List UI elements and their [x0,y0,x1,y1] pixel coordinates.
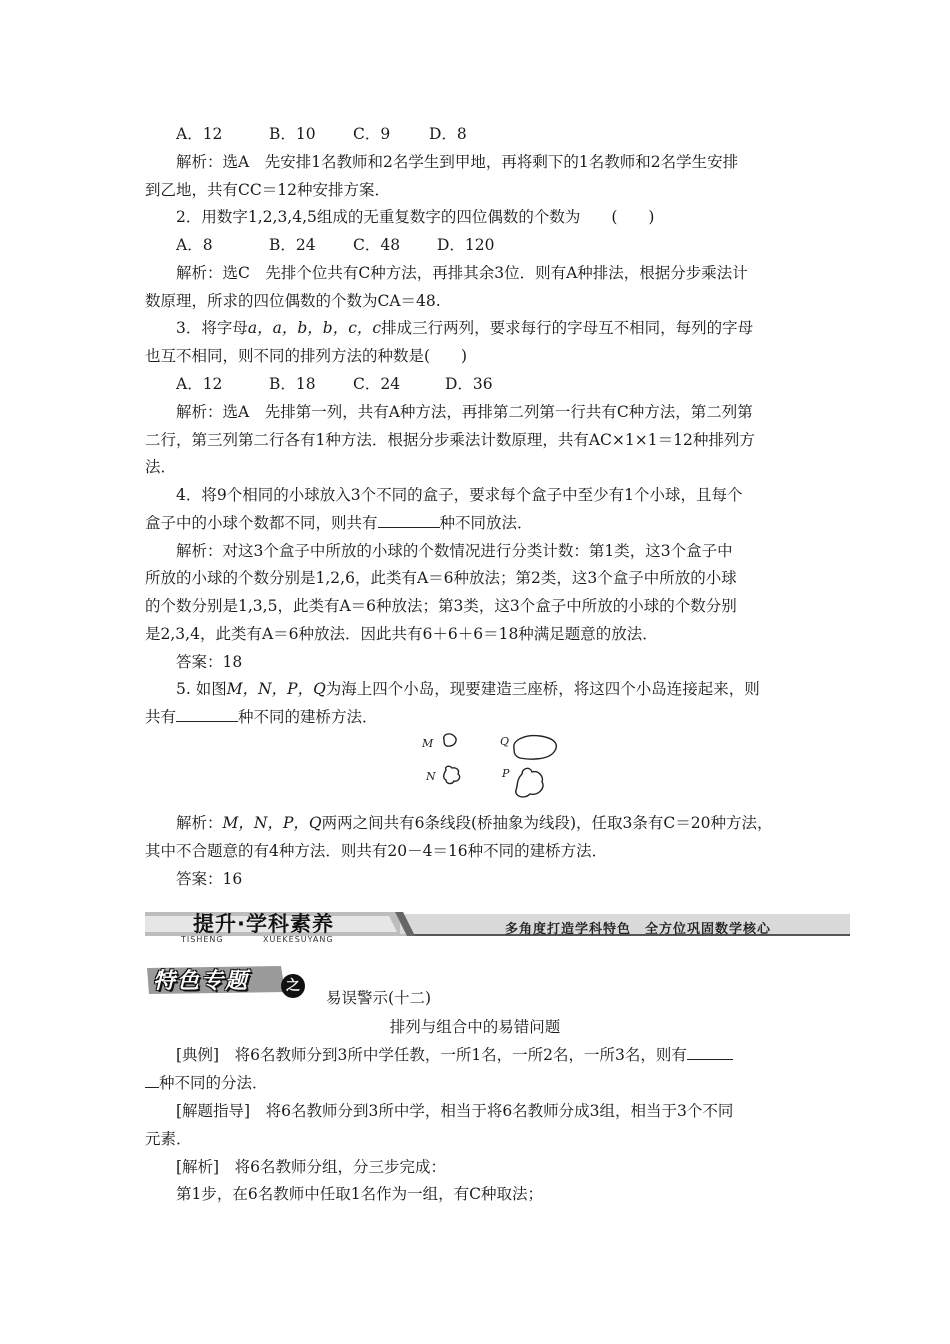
q1-analysis-line-2: 到乙地，共有CC＝12种安排方案． [145,181,390,199]
q2-analysis-line-2: 数原理，所求的四位偶数的个数为CA＝48. [145,292,441,310]
q4-analysis-line-1: 解析：对这3个盒子中所放的小球的个数情况进行分类计数：第1类，这3个盒子中 [176,542,733,560]
q3-stem-line-2: 也互不相同，则不同的排列方法的种数是( ) [145,347,468,365]
q1-analysis-line-1: 解析：选A 先安排1名教师和2名学生到甲地，再将剩下的1名教师和2名学生安排 [176,153,739,171]
banner-title: 提升·学科素养 [193,912,334,936]
q4-stem-line-2 [145,513,533,533]
q3-stem-suffix: 排成三行两列，要求每行的字母互不相同，每列的字母 [381,319,754,337]
q1-option-c: C．9 [353,125,391,143]
guide-line-2: 元素． [145,1130,192,1148]
example-blank-part-1 [687,1045,733,1060]
q1-option-d: D．8 [429,125,467,143]
q5-analysis-prefix: 解析： [176,814,223,832]
special-topic-heading: 排列与组合中的易错问题 [389,1018,561,1036]
q4-answer-blank [378,513,440,528]
q5-analysis-line-1 [176,813,773,833]
banner-slogan: 多角度打造学科特色 全方位巩固数学核心 [505,922,772,937]
q2-option-a: A．8 [176,236,213,254]
example-blank-part-2 [145,1073,159,1088]
q5-stem-line-1 [176,679,760,699]
q5-analysis-suffix: 两两之间共有6条线段(桥抽象为线段)，任取3条有C＝20种方法， [321,814,773,832]
q5-analysis-line-2: 其中不合题意的有4种方法．则共有20－4＝16种不同的建桥方法． [145,842,608,860]
q4-stem-line-1: 4．将9个相同的小球放入3个不同的盒子，要求每个盒子中至少有1个小球，且每个 [176,486,743,504]
q2-stem: 2．用数字1,2,3,4,5组成的无重复数字的四位偶数的个数为 ( ) [176,208,655,226]
q5-stem-2-suffix: 种不同的建桥方法． [238,708,378,726]
island-label-q: Q [500,735,510,748]
q5-answer: 答案：16 [176,870,243,888]
q4-analysis-line-3: 的个数分别是1,3,5，此类有A＝6种放法；第3类，这3个盒子中所放的小球的个数分别 [145,597,737,615]
island-label-m: M [422,737,434,750]
q3-options [176,374,493,394]
q2-analysis-line-1: 解析：选C 先排个位共有C种方法，再排其余3位．则有A种排法，根据分步乘法计 [176,264,748,282]
special-subtitle: 易误警示(十二) [326,989,432,1007]
q2-options [176,235,495,255]
q3-stem-letters: a，a，b，b，c，c [247,319,382,337]
islands-figure [418,730,568,808]
q5-stem-prefix: 5. 如图 [176,680,227,698]
guide-line-1: [解题指导] 将6名教师分到3所中学，相当于将6名教师分成3组，相当于3个不同 [176,1102,734,1120]
q3-analysis-line-2: 二行，第三列第二行各有1种方法．根据分步乘法计数原理，共有AC×1×1＝12种排列方 [145,431,755,449]
example-stem-suffix: 种不同的分法． [159,1074,268,1092]
q4-stem-suffix: 种不同放法． [439,514,533,532]
special-title: 特色专题 [153,969,250,994]
banner-pinyin-2: XUEKESUYANG [263,935,334,944]
q3-option-a: A．12 [176,375,223,393]
q3-stem-line-1 [176,318,753,338]
q4-analysis-line-4: 是2,3,4，此类有A＝6种放法．因此共有6＋6＋6＝18种满足题意的放法． [145,625,658,643]
q5-answer-blank [176,707,238,722]
island-n-shape [444,766,460,783]
q3-stem-prefix: 3．将字母 [176,319,248,337]
q5-stem-line-2 [145,707,378,727]
q5-stem-suffix: 为海上四个小岛，现要建造三座桥，将这四个小岛连接起来，则 [325,680,760,698]
island-p-shape [516,768,543,797]
example-step-1: 第1步，在6名教师中任取1名作为一组，有C种取法； [176,1185,543,1203]
special-zhi: 之 [281,974,305,998]
q4-analysis-line-2: 所放的小球的个数分别是1,2,6，此类有A＝6种放法；第2类，这3个盒子中所放的小球 [145,569,737,587]
island-label-p: P [502,767,510,780]
example-stem: [典例] 将6名教师分到3所中学任教，一所1名，一所2名，一所3名，则有 [176,1046,687,1064]
q1-options [176,124,467,144]
q3-analysis-line-3: 法． [145,458,177,476]
example-analysis-line-1: [解析] 将6名教师分组，分三步完成： [176,1158,446,1176]
example-line-2 [145,1073,268,1093]
banner-pinyin-1: TISHENG [181,935,224,944]
island-label-n: N [426,770,436,783]
q3-option-b: B．18 [269,375,316,393]
island-m-shape [444,734,456,746]
q5-stem-vars: M，N，P，Q [226,680,326,698]
section-banner [145,908,850,944]
q1-option-a: A．12 [176,125,223,143]
q4-stem-prefix: 盒子中的小球个数都不同，则共有 [145,514,378,532]
q5-stem-2-prefix: 共有 [145,708,177,726]
example-line-1 [176,1045,733,1065]
q2-option-b: B．24 [269,236,316,254]
island-q-shape [514,736,557,759]
q5-analysis-vars: M，N，P，Q [222,814,322,832]
q1-option-b: B．10 [269,125,316,143]
special-topic-badge [145,962,315,998]
q3-option-c: C．24 [353,375,401,393]
q2-option-d: D．120 [437,236,495,254]
q4-answer: 答案：18 [176,653,243,671]
q3-analysis-line-1: 解析：选A 先排第一列，共有A种方法，再排第二列第一行共有C种方法，第二列第 [176,403,753,421]
q2-option-c: C．48 [353,236,401,254]
q3-option-d: D．36 [445,375,493,393]
